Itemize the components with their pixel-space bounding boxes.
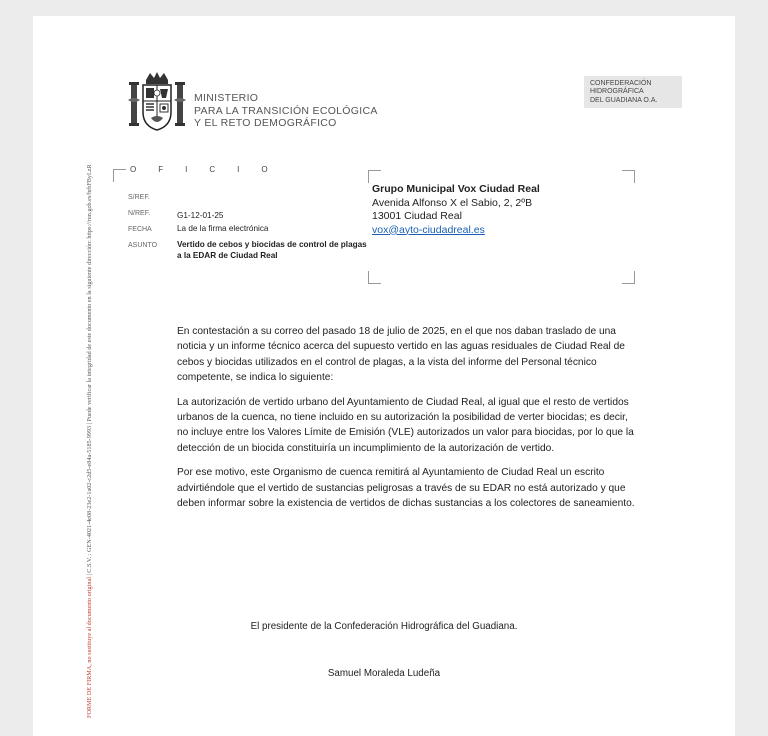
coat-of-arms-logo [128,70,186,134]
ministry-line-1: MINISTERIO [194,92,259,104]
body-paragraph-1: En contestación a su correo del pasado 18 de julio de 2025, en el que nos daban traslado de una noticia y un informe técnico acerca del supuesto vertido en las aguas residuales de Ciudad Real de cebos y biocidas utilizados en el control de plagas, a la vista del informe del Personal técnico competente, se indica lo siguiente: [177,326,625,384]
address-corner-bl [368,271,381,284]
oficio-corner-mark [113,169,126,182]
letter-body [177,324,637,520]
recipient-city: 13001 Ciudad Real [372,210,462,222]
recipient-email-link[interactable]: vox@ayto-ciudadreal.es [372,223,485,236]
signature-name: Samuel Moraleda Ludeña [327,668,441,679]
asunto-label: ASUNTO [128,242,158,249]
sref-label: S/REF. [128,194,150,201]
fecha-value: La de la firma electrónica [177,224,269,233]
confederation-box [584,76,682,108]
body-paragraph-3: Por ese motivo, este Organismo de cuenca remitirá al Ayuntamiento de Ciudad Real un escrito advirtiéndole que el vertido de sustancias peligrosas a través de su EDAR no está autorizado y que deben informar sobre la existencia de vertidos de dichas sustancias a los colectores de saneamiento. [177,467,635,510]
nref-label: N/REF. [128,210,151,217]
oficio-label: OFICIO [130,165,290,174]
signature-title: El presidente de la Confederación Hidrográfica del Guadiana. [250,621,518,632]
body-paragraph-2: La autorización de vertido urbano del Ayuntamiento de Ciudad Real, al igual que el resto de vertidos urbanos de la cuenca, no tiene incluido en su autorización la posibilidad de verter biocidas; es decir, no incluye entre los Valores Límite de Emisión (VLE) autorizados un valor para biocidas, por lo que la detección de un biocida constituiría un incumplimiento de la autorización de vertido. [177,396,634,454]
ministry-line-3: Y EL RETO DEMOGRÁFICO [194,117,337,129]
confederation-line-2: HIDROGRÁFICA [590,88,644,96]
recipient-street: Avenida Alfonso X el Sabio, 2, 2ºB [372,196,533,209]
recipient-address [372,183,540,237]
recipient-name: Grupo Municipal Vox Ciudad Real [372,183,540,195]
confederation-line-3: DEL GUADIANA O.A. [590,96,658,104]
strip-red-text: FORME DE FIRMA, no sustituye al documento original [86,577,93,718]
fecha-label: FECHA [128,226,152,233]
address-corner-tl [368,170,381,183]
strip-csv-text: | C.S.V. : GEN-4021-4e08-23e2-1a02-c2d5-e84a-5185-9993 | Puede verificar la integridad de este documento en la siguiente dirección: https://run.gob.es/hrbFByLzR [86,164,93,578]
nref-value: G1-12-01-25 [177,211,224,220]
ministry-line-2: PARA LA TRANSICIÓN ECOLÓGICA [194,104,378,117]
confederation-line-1: CONFEDERACIÓN [590,80,652,87]
address-corner-tr [622,170,635,183]
address-corner-br [622,271,635,284]
ministry-name [194,92,378,130]
asunto-value: Vertido de cebos y biocidas de control de plagas a la EDAR de Ciudad Real [177,240,367,260]
